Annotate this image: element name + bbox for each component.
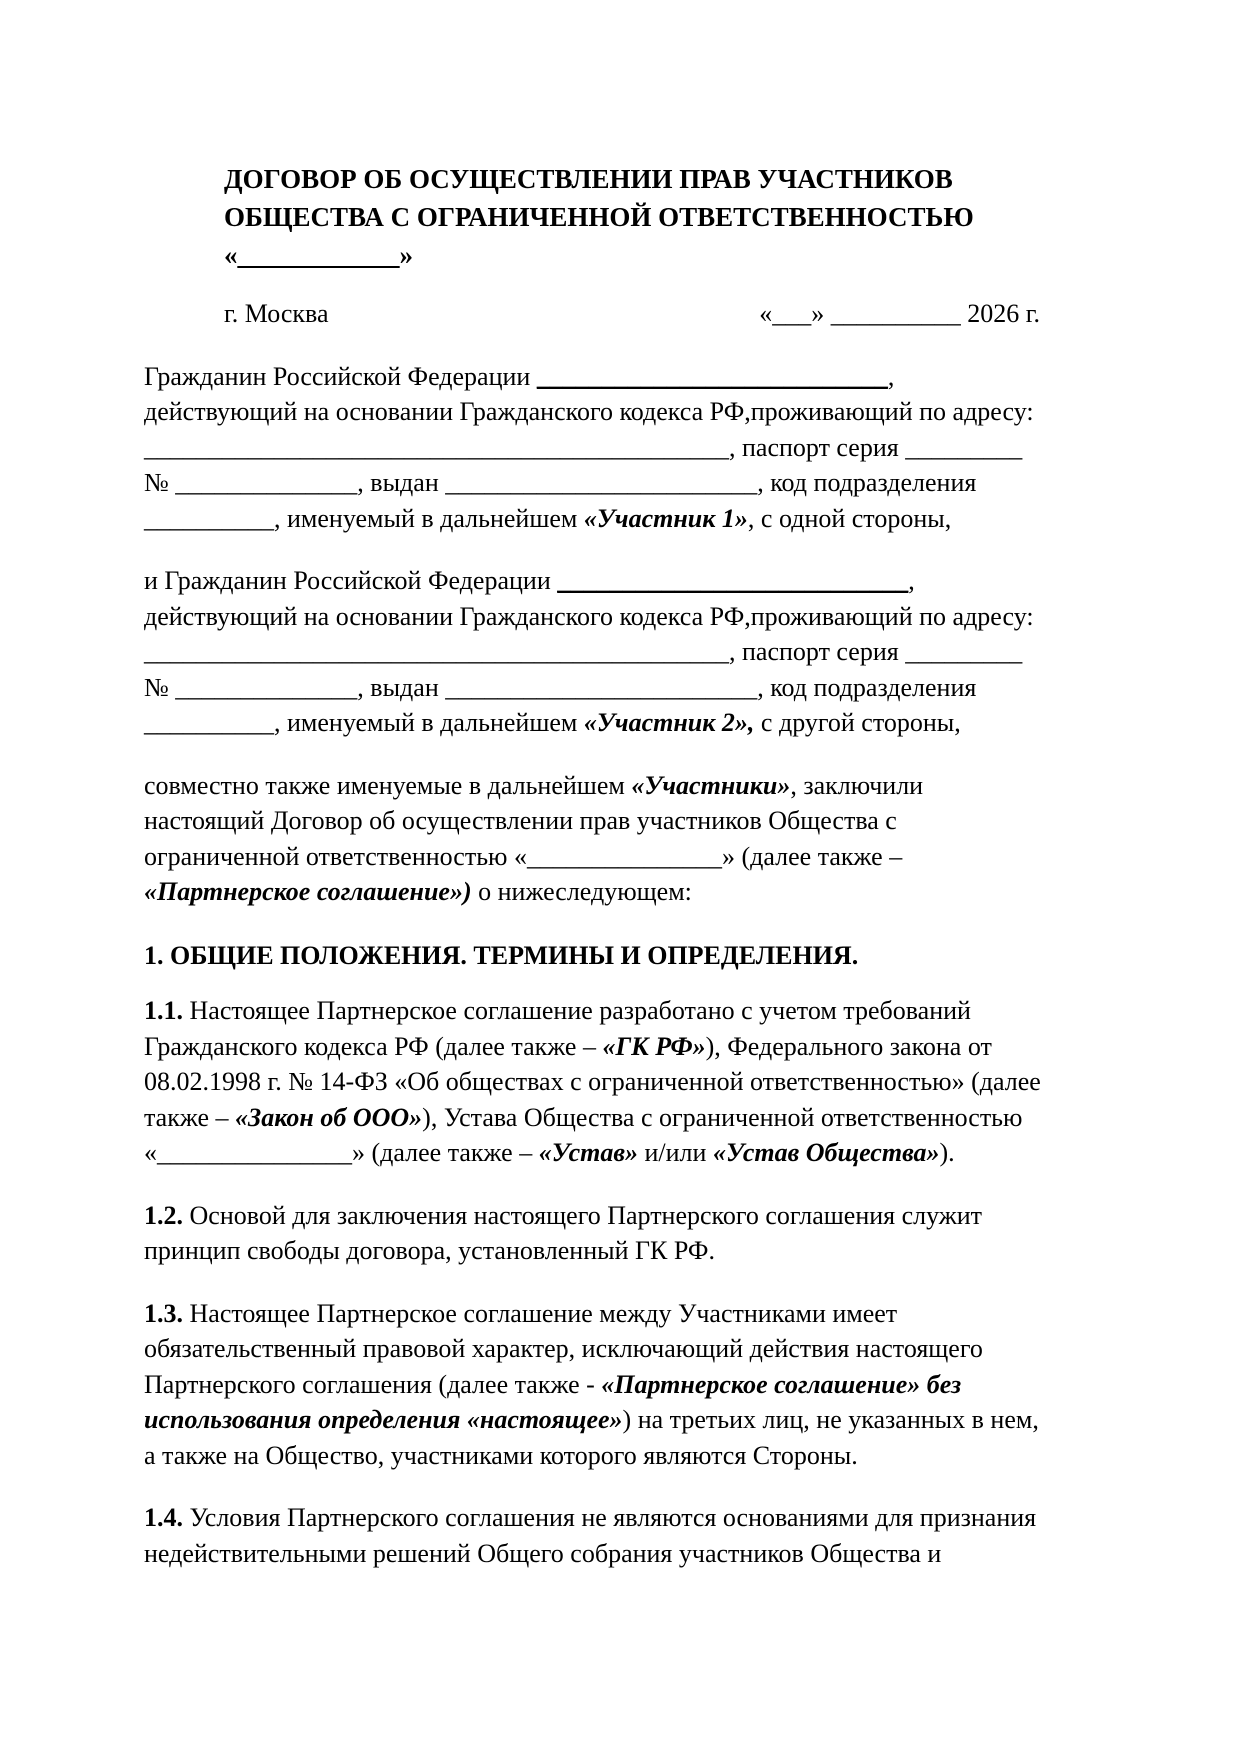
joint-paragraph: совместно также именуемые в дальнейшем «Участники», заключили настоящий Договор об осуществлении прав участников Общества с ограниченной ответственностью «_______________» (далее также – «Партнерское соглашение») о нижеследующем:	[144, 770, 924, 906]
party-1-paragraph: Гражданин Российской Федерации ___________________________, действующий на основании Гражданского кодекса РФ,проживающий по адресу: _____________________________________________, паспорт серия _________ № ______________, выдан ________________________, код подразделения __________, именуемый в дальнейшем «Участник 1», с одной стороны,	[144, 361, 1034, 533]
party-1-name-blank: ___________________________	[536, 361, 888, 391]
company-name-blank: ____________	[237, 240, 400, 270]
party-1-term: «Участник 1»	[583, 503, 748, 533]
document-title	[224, 160, 1104, 274]
title-line-3: «____________»	[224, 240, 413, 270]
party-2-name-blank: ___________________________	[557, 566, 909, 595]
city: г. Москва	[224, 299, 329, 328]
clause-1-3: 1.3. Настоящее Партнерское соглашение между Участниками имеет обязательственный правовой характер, исключающий действия настоящего Партнерского соглашения (далее также - «Партнерское соглашение» без использования определения «настоящее») на третьих лиц, не указанных в нем, а также на Общество, участниками которого являются Стороны.	[144, 1298, 1039, 1470]
clause-1-2: 1.2. Основой для заключения настоящего Партнерского соглашения служит принцип свободы договора, установленный ГК РФ.	[144, 1200, 983, 1265]
document-page	[144, 160, 1104, 1571]
party-2-paragraph: и Гражданин Российской Федерации ___________________________, действующий на основании Гражданского кодекса РФ,проживающий по адресу: _____________________________________________, паспорт серия _________ № ______________, выдан ________________________, код подразделения __________, именуемый в дальнейшем «Участник 2», с другой стороны,	[144, 566, 1034, 737]
section-1-heading: 1. ОБЩИЕ ПОЛОЖЕНИЯ. ТЕРМИНЫ И ОПРЕДЕЛЕНИЯ.	[144, 940, 859, 970]
place-date-row	[224, 296, 1040, 332]
title-line-2: ОБЩЕСТВА С ОГРАНИЧЕННОЙ ОТВЕТСТВЕННОСТЬЮ	[224, 202, 974, 232]
clause-1-4: 1.4. Условия Партнерского соглашения не являются основаниями для признания недействительными решений Общего собрания участников Общества и	[144, 1503, 1037, 1568]
contract-date: «___» __________ 2026 г.	[759, 299, 1040, 328]
title-line-1: ДОГОВОР ОБ ОСУЩЕСТВЛЕНИИ ПРАВ УЧАСТНИКОВ	[224, 164, 953, 194]
party-2-term: «Участник 2»,	[583, 708, 755, 737]
clause-1-1: 1.1. Настоящее Партнерское соглашение разработано с учетом требований Гражданского кодекса РФ (далее также – «ГК РФ»), Федерального закона от 08.02.1998 г. № 14-ФЗ «Об обществах с ограниченной ответственностью» (далее также – «Закон об ООО»), Устава Общества с ограниченной ответственностью «_______________» (далее также – «Устав» и/или «Устав Общества»).	[144, 996, 1041, 1167]
